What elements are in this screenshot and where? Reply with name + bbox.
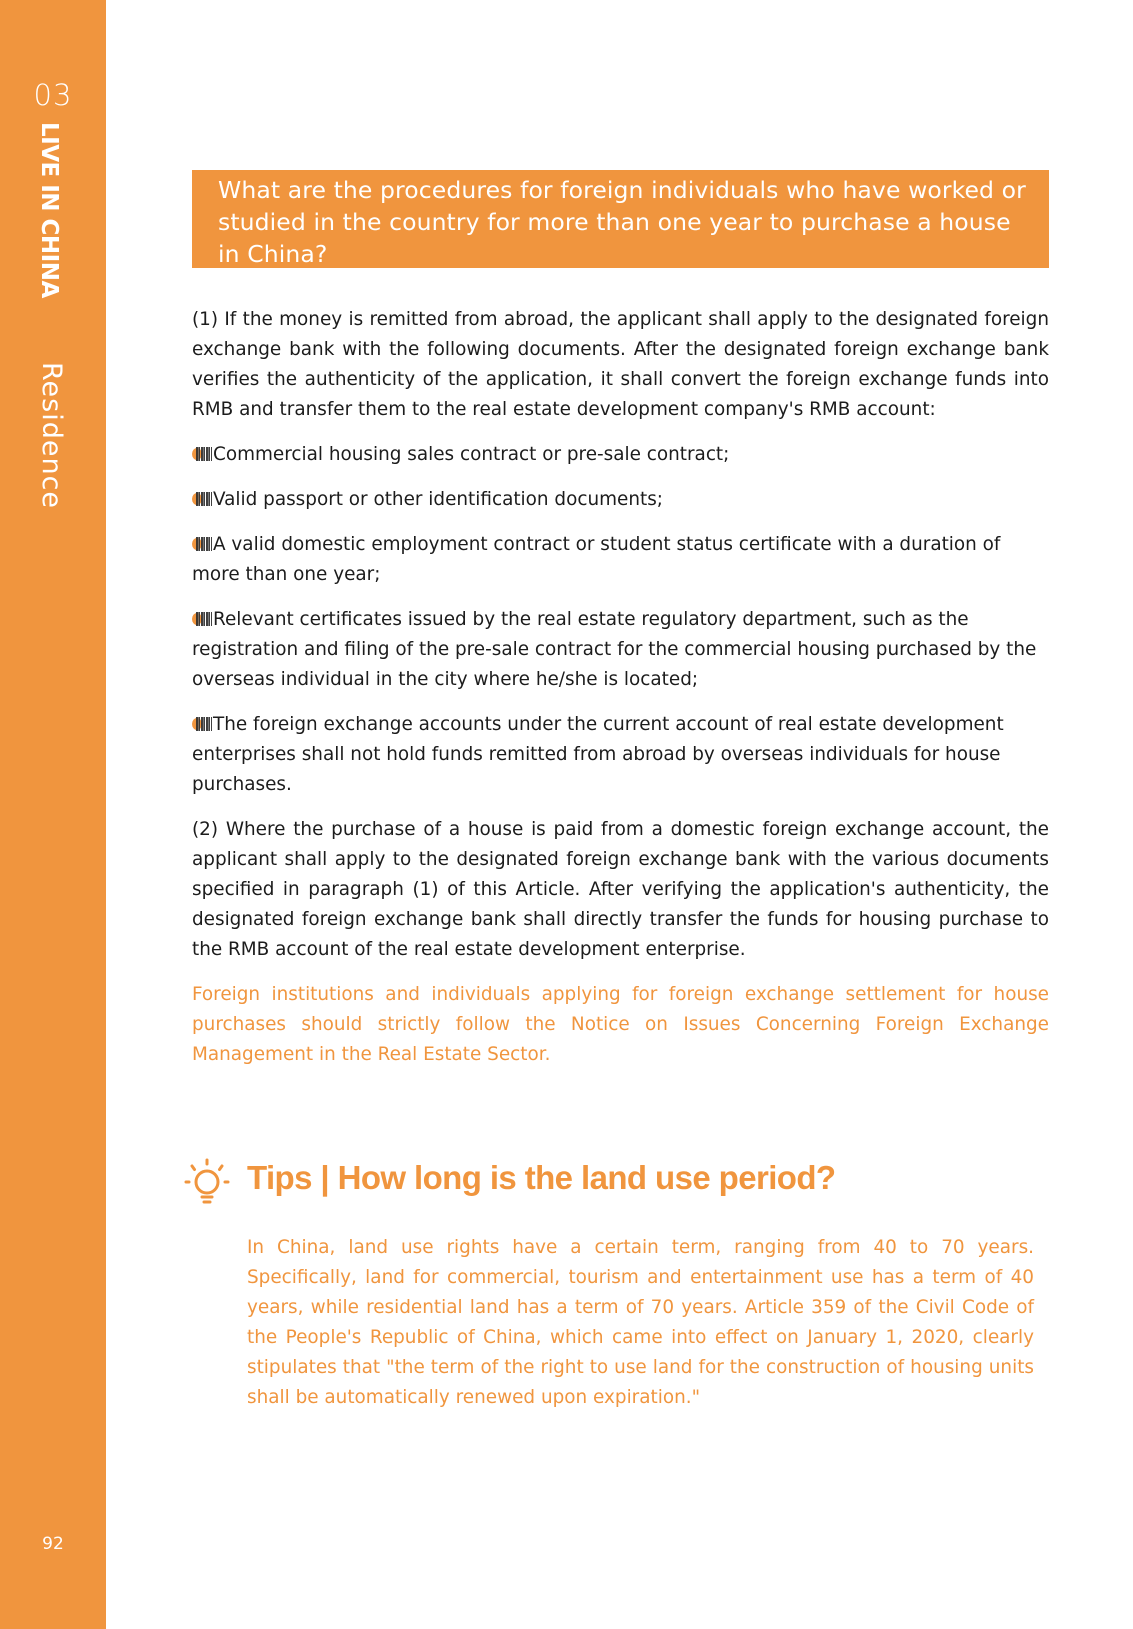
list-item [192, 485, 1049, 515]
paragraph-2: (2) Where the purchase of a house is paid from a domestic foreign exchange account, the applicant shall apply to the designated foreign exchange bank with the various documents specified in paragraph (1) of this Article. After verifying the application's authenticity, the designated foreign exchange bank shall directly transfer the funds for housing purchase to the RMB account of the real estate development enterprise. [192, 819, 1049, 960]
list-item-text: Valid passport or other identification documents; [213, 489, 663, 510]
tips-title: Tips | How long is the land use period? [247, 1159, 836, 1196]
list-item-text: Commercial housing sales contract or pre-sale contract; [213, 444, 730, 465]
list-item [192, 605, 1049, 695]
bullet-icon [192, 612, 212, 626]
chapter-number: 03 [33, 78, 73, 112]
chapter-title: LIVE IN CHINA [36, 122, 62, 298]
question-banner [192, 170, 1049, 268]
tips-body [247, 1233, 1034, 1413]
paragraph-1: (1) If the money is remitted from abroad, the applicant shall apply to the designated foreign exchange bank with the following documents. After the designated foreign exchange bank verifies the authenticity of the application, it shall convert the foreign exchange funds into RMB and transfer them to the real estate development company's RMB account: [192, 309, 1049, 420]
list-item-text: Relevant certificates issued by the real estate regulatory department, such as the registration and filing of the pre-sale contract for the commercial housing purchased by the overseas individual in the city where he/she is located; [192, 609, 1037, 690]
lightbulb-icon [176, 1155, 236, 1209]
bullet-icon [192, 492, 212, 506]
page-number: 92 [42, 1534, 64, 1554]
tips-text: In China, land use rights have a certain term, ranging from 40 to 70 years. Specifically, land for commercial, tourism and entertainment use has a term of 40 years, while residential land has a term of 70 years. Article 359 of the Civil Code of the People's Republic of China, which came into effect on January 1, 2020, clearly stipulates that "the term of the right to use land for the construction of housing units shall be automatically renewed upon expiration." [247, 1237, 1034, 1408]
list-item [192, 440, 1049, 470]
regulation-note: Foreign institutions and individuals applying for foreign exchange settlement for house purchases should strictly follow the Notice on Issues Concerning Foreign Exchange Management in the Real Estate Sector. [192, 984, 1049, 1065]
question-heading: What are the procedures for foreign individuals who have worked or studied in the country for more than one year to purchase a house in China? [218, 176, 1026, 268]
section-title: Residence [36, 362, 67, 510]
list-item-text: The foreign exchange accounts under the current account of real estate development enterprises shall not hold funds remitted from abroad by overseas individuals for house purchases. [192, 714, 1004, 795]
bullet-icon [192, 717, 212, 731]
list-item-text: A valid domestic employment contract or student status certificate with a duration of more than one year; [192, 534, 1001, 585]
list-item [192, 710, 1049, 800]
body-text [192, 305, 1049, 1070]
bullet-icon [192, 447, 212, 461]
bullet-icon [192, 537, 212, 551]
list-item [192, 530, 1049, 590]
sidebar [0, 0, 106, 1629]
tips-header [176, 1155, 1056, 1209]
